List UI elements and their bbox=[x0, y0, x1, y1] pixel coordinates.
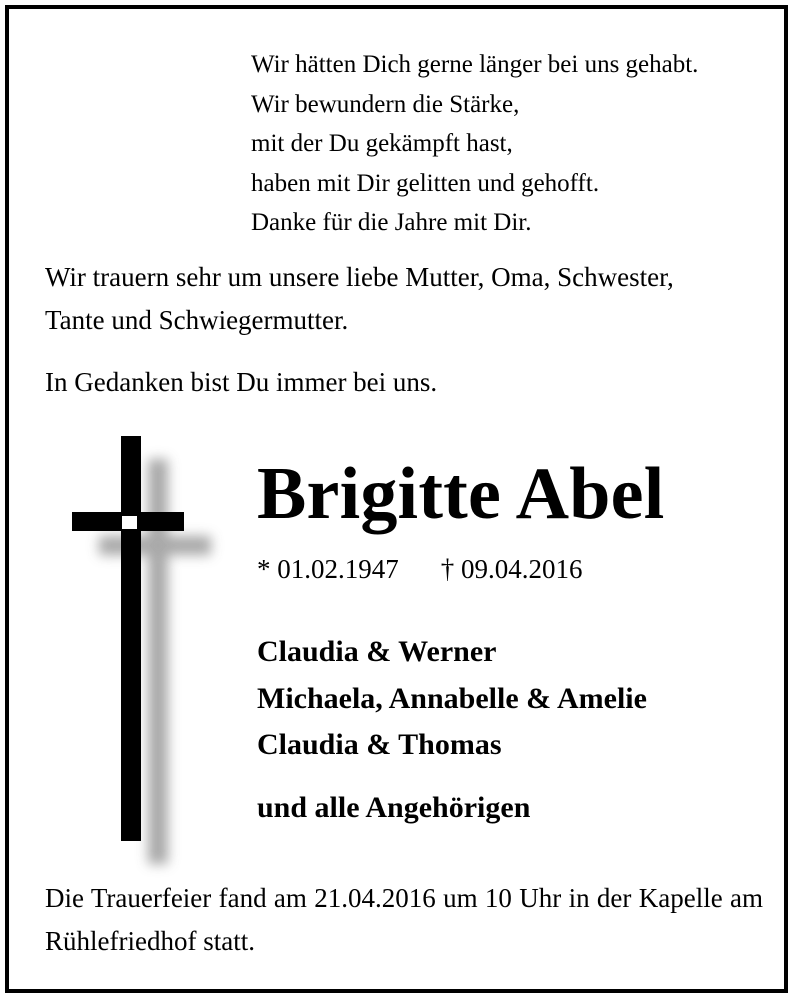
cross-icon bbox=[9, 9, 259, 879]
death-date: † 09.04.2016 bbox=[440, 554, 583, 584]
mourner-line: Claudia & Thomas bbox=[257, 728, 502, 761]
mourner-line: Michaela, Annabelle & Amelie bbox=[257, 681, 647, 715]
life-dates bbox=[257, 549, 583, 589]
poem-line: haben mit Dir gelitten und gehofft. bbox=[251, 169, 600, 197]
cross-center-highlight bbox=[122, 516, 137, 529]
deceased-name: Brigitte Abel bbox=[257, 453, 665, 535]
poem bbox=[251, 45, 698, 243]
mourning-line-2: Tante und Schwiegermutter. bbox=[45, 305, 349, 335]
mourners-list bbox=[257, 629, 647, 769]
mourner-line: Claudia & Werner bbox=[257, 635, 497, 668]
poem-line: Wir bewundern die Stärke, bbox=[251, 90, 520, 118]
mourning-line-1: Wir trauern sehr um unsere liebe Mutter, Oma, Schwester, bbox=[45, 262, 674, 292]
all-relatives: und alle Angehörigen bbox=[257, 791, 531, 824]
poem-line: Wir hätten Dich gerne länger bei uns gehabt. bbox=[251, 51, 699, 78]
obituary-frame bbox=[5, 5, 788, 993]
poem-line: mit der Du gekämpft hast, bbox=[251, 130, 513, 157]
poem-line: Danke für die Jahre mit Dir. bbox=[251, 209, 532, 236]
birth-date: * 01.02.1947 bbox=[257, 554, 399, 584]
thoughts-statement: In Gedanken bist Du immer bei uns. bbox=[45, 367, 438, 397]
funeral-notice: Die Trauerfeier fand am 21.04.2016 um 10 Uhr in der Kapelle am Rühlefriedhof statt. bbox=[45, 883, 763, 956]
